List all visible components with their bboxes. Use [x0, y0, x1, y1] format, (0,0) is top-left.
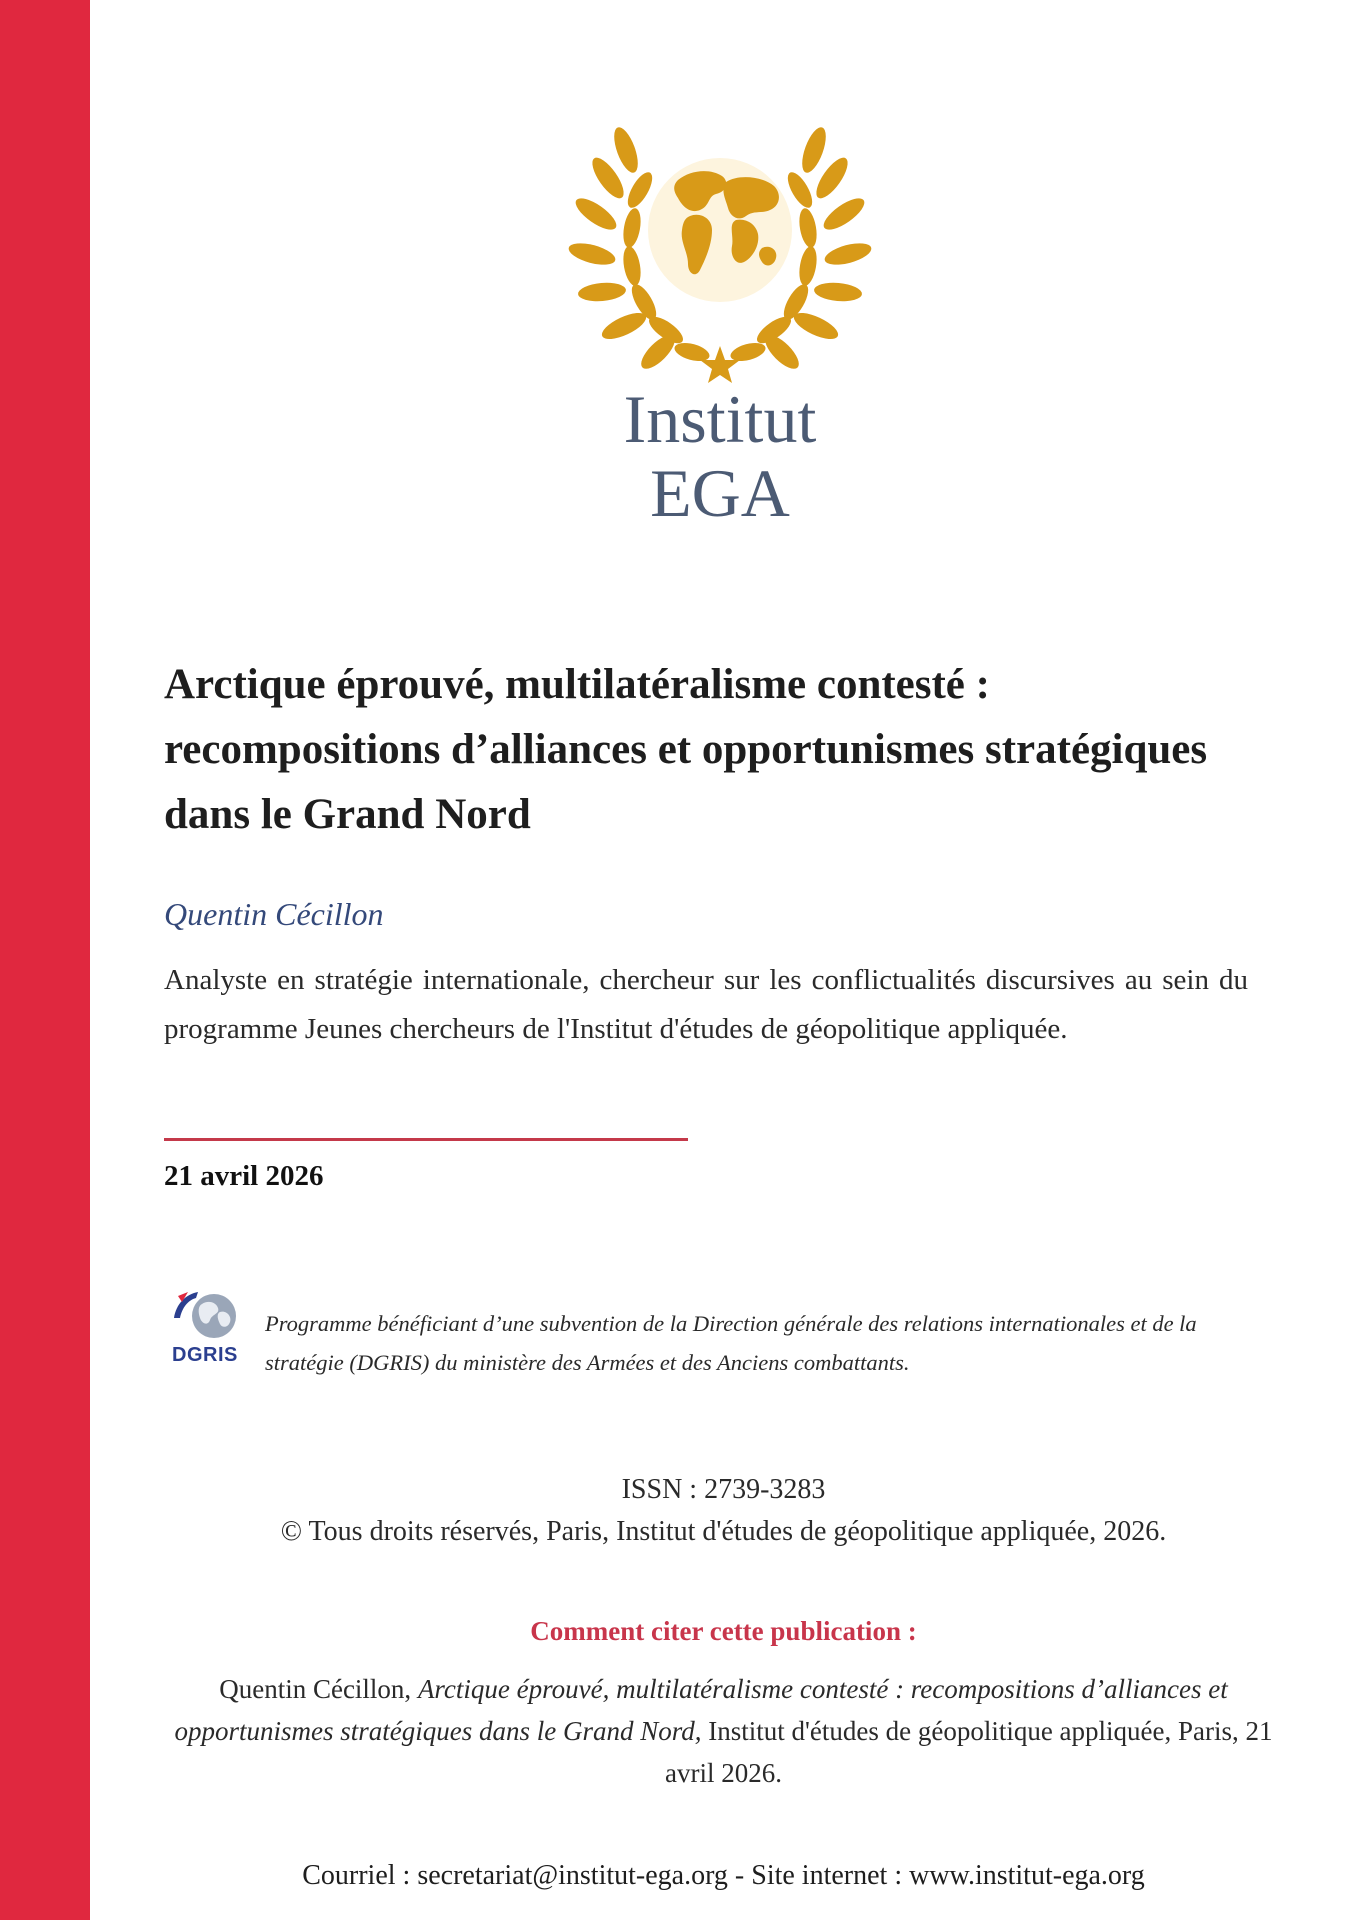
- logo-line-ega: EGA: [650, 455, 790, 531]
- issn-number: ISSN : 2739-3283: [621, 1474, 826, 1505]
- citation-heading: Comment citer cette publication :: [530, 1616, 917, 1646]
- author-name: Quentin Cécillon: [164, 896, 384, 932]
- citation-title: Arctique éprouvé, multilatéralisme contesté : recompositions d’alliances et opportunismes stratégiques dans le Grand Nord,: [174, 1674, 1228, 1746]
- author-bio: Analyste en stratégie internationale, chercheur sur les conflictualités discursives au sein du programme Jeunes chercheurs de l'Institut d'études de géopolitique appliquée.: [164, 964, 1248, 1045]
- copyright-notice: © Tous droits réservés, Paris, Institut d'études de géopolitique appliquée, 2026.: [280, 1516, 1167, 1547]
- citation-author: Quentin Cécillon,: [219, 1674, 418, 1704]
- document-title: Arctique éprouvé, multilatéralisme contesté : recompositions d’alliances et opportunismes stratégiques dans le Grand Nord: [164, 661, 1208, 838]
- funding-notice: Programme bénéficiant d’une subvention de la Direction générale des relations internationales et de la stratégie (DGRIS) du ministère des Armées et des Anciens combattants.: [265, 1311, 1197, 1375]
- citation-publisher: Institut d'études de géopolitique appliquée, Paris, 21 avril 2026.: [665, 1716, 1273, 1788]
- section-divider: [164, 1138, 688, 1141]
- institut-ega-logo: [540, 120, 900, 540]
- citation-text: [150, 1668, 1297, 1794]
- logo-line-institut: Institut: [623, 381, 817, 457]
- dgris-globe-icon: [168, 1290, 250, 1346]
- dgris-logo-label: DGRIS: [172, 1344, 238, 1366]
- publication-date: 21 avril 2026: [164, 1160, 324, 1192]
- left-accent-bar: [0, 0, 90, 1920]
- globe-laurel-wreath-icon: [540, 120, 900, 540]
- contact-footer: Courriel : secretariat@institut-ega.org - Site internet : www.institut-ega.org: [302, 1860, 1145, 1891]
